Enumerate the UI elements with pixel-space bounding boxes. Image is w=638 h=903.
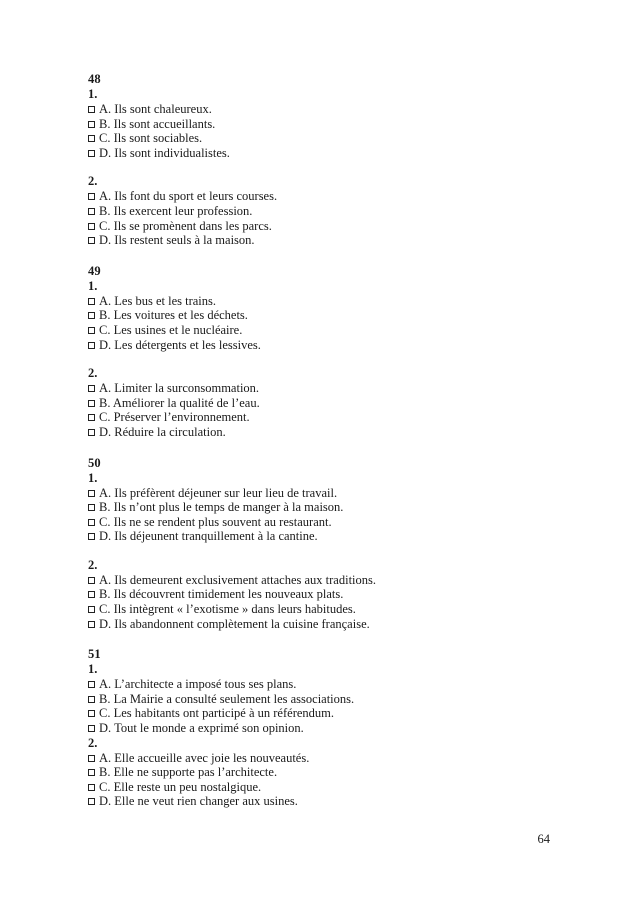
checkbox-icon[interactable]	[88, 591, 95, 598]
option-letter: B.	[99, 203, 111, 218]
question-number: 1.	[88, 470, 98, 485]
checkbox-icon[interactable]	[88, 769, 95, 776]
section-number: 48	[88, 72, 101, 86]
checkbox-icon[interactable]	[88, 414, 95, 421]
question-number: 2.	[88, 366, 98, 381]
option-letter: D.	[99, 529, 112, 544]
checkbox-icon[interactable]	[88, 606, 95, 613]
option-text: Ils intègrent « l’exotisme » dans leurs habitudes.	[113, 602, 356, 617]
option-letter: A.	[99, 572, 112, 587]
checkbox-icon[interactable]	[88, 193, 95, 200]
option-text: Ils exercent leur profession.	[113, 203, 253, 218]
option-text: Ils découvrent timidement les nouveaux plats.	[113, 587, 344, 602]
option-letter: B.	[99, 116, 111, 131]
option-text: Elle reste un peu nostalgique.	[113, 779, 262, 794]
answer-option[interactable]	[88, 308, 558, 323]
option-letter: A.	[99, 677, 112, 692]
option-text: Ils préfèrent déjeuner sur leur lieu de travail.	[114, 485, 338, 500]
option-letter: A.	[99, 102, 112, 116]
option-text: Ils n’ont plus le temps de manger à la maison.	[113, 500, 344, 515]
answer-option[interactable]	[88, 146, 558, 161]
question-block	[88, 471, 558, 544]
option-letter: D.	[99, 337, 112, 352]
option-text: Ils sont chaleureux.	[114, 102, 212, 116]
answer-option[interactable]	[88, 410, 558, 425]
option-letter: A.	[99, 750, 112, 765]
checkbox-icon[interactable]	[88, 312, 95, 319]
checkbox-icon[interactable]	[88, 385, 95, 392]
answer-option[interactable]	[88, 677, 558, 692]
option-text: Ils restent seuls à la maison.	[114, 233, 255, 248]
option-text: Elle accueille avec joie les nouveautés.	[114, 750, 310, 765]
answer-option[interactable]	[88, 219, 558, 234]
exercise-list	[88, 72, 558, 809]
option-text: Tout le monde a exprimé son opinion.	[114, 721, 304, 736]
page-number-footer: 64	[537, 832, 550, 846]
checkbox-icon[interactable]	[88, 490, 95, 497]
section-number: 49	[88, 263, 101, 278]
question-block	[88, 366, 558, 439]
question-number: 2.	[88, 557, 98, 572]
option-letter: A.	[99, 485, 112, 500]
checkbox-icon[interactable]	[88, 237, 95, 244]
checkbox-icon[interactable]	[88, 504, 95, 511]
answer-option[interactable]	[88, 602, 558, 617]
option-letter: B.	[99, 765, 111, 780]
checkbox-icon[interactable]	[88, 400, 95, 407]
option-letter: D.	[99, 424, 112, 439]
checkbox-icon[interactable]	[88, 681, 95, 688]
question-block	[88, 662, 558, 735]
answer-option[interactable]	[88, 780, 558, 795]
option-text: Améliorer la qualité de l’eau.	[112, 395, 260, 410]
checkbox-icon[interactable]	[88, 784, 95, 791]
checkbox-icon[interactable]	[88, 577, 95, 584]
option-text: Ils ne se rendent plus souvent au restaurant.	[113, 514, 332, 529]
option-letter: A.	[99, 189, 112, 204]
option-text: La Mairie a consulté seulement les associations.	[113, 691, 355, 706]
exercise-section	[88, 72, 558, 248]
answer-option[interactable]	[88, 751, 558, 766]
option-letter: D.	[99, 145, 112, 160]
exercise-section	[88, 264, 558, 440]
checkbox-icon[interactable]	[88, 106, 95, 113]
question-block	[88, 87, 558, 160]
checkbox-icon[interactable]	[88, 755, 95, 762]
question-block	[88, 558, 558, 631]
answer-option[interactable]	[88, 204, 558, 219]
answer-option[interactable]	[88, 131, 558, 146]
checkbox-icon[interactable]	[88, 429, 95, 436]
answer-option[interactable]	[88, 425, 558, 440]
checkbox-icon[interactable]	[88, 298, 95, 305]
checkbox-icon[interactable]	[88, 710, 95, 717]
answer-option[interactable]	[88, 338, 558, 353]
option-text: Ils déjeunent tranquillement à la cantine.	[114, 529, 318, 544]
checkbox-icon[interactable]	[88, 223, 95, 230]
question-block	[88, 174, 558, 247]
answer-option[interactable]	[88, 706, 558, 721]
option-text: Réduire la circulation.	[114, 424, 226, 439]
option-text: Les usines et le nucléaire.	[113, 322, 243, 337]
answer-option[interactable]	[88, 294, 558, 309]
option-letter: C.	[99, 322, 111, 337]
option-letter: C.	[99, 706, 111, 721]
option-letter: A.	[99, 293, 112, 308]
option-text: Les voitures et les déchets.	[113, 308, 248, 323]
question-number: 2.	[88, 174, 98, 189]
option-text: Elle ne veut rien changer aux usines.	[114, 794, 298, 809]
checkbox-icon[interactable]	[88, 621, 95, 628]
checkbox-icon[interactable]	[88, 725, 95, 732]
answer-option[interactable]	[88, 486, 558, 501]
option-text: Les détergents et les lessives.	[114, 337, 261, 352]
checkbox-icon[interactable]	[88, 533, 95, 540]
answer-option[interactable]	[88, 323, 558, 338]
option-letter: C.	[99, 131, 111, 146]
option-text: Ils se promènent dans les parcs.	[113, 218, 272, 233]
option-letter: C.	[99, 410, 111, 425]
question-number: 1.	[88, 87, 98, 101]
option-text: Ils font du sport et leurs courses.	[114, 189, 278, 204]
answer-option[interactable]	[88, 721, 558, 736]
checkbox-icon[interactable]	[88, 798, 95, 805]
option-text: Les bus et les trains.	[114, 293, 216, 308]
checkbox-icon[interactable]	[88, 121, 95, 128]
answer-option[interactable]	[88, 396, 558, 411]
answer-option[interactable]	[88, 500, 558, 515]
checkbox-icon[interactable]	[88, 696, 95, 703]
option-text: Elle ne supporte pas l’architecte.	[113, 765, 278, 780]
option-letter: C.	[99, 779, 111, 794]
question-number: 2.	[88, 735, 98, 750]
question-number: 1.	[88, 278, 98, 293]
checkbox-icon[interactable]	[88, 342, 95, 349]
option-letter: B.	[99, 308, 111, 323]
checkbox-icon[interactable]	[88, 208, 95, 215]
option-letter: D.	[99, 794, 112, 809]
exercise-section	[88, 456, 558, 632]
option-letter: C.	[99, 218, 111, 233]
option-text: Préserver l’environnement.	[113, 410, 250, 425]
option-text: Ils sont individualistes.	[114, 145, 230, 160]
option-letter: B.	[99, 500, 111, 515]
answer-option[interactable]	[88, 529, 558, 544]
answer-option[interactable]	[88, 102, 558, 117]
option-text: Ils sont accueillants.	[113, 116, 216, 131]
answer-option[interactable]	[88, 617, 558, 632]
option-letter: D.	[99, 616, 112, 631]
checkbox-icon[interactable]	[88, 135, 95, 142]
question-block	[88, 736, 558, 809]
option-letter: D.	[99, 233, 112, 248]
answer-option[interactable]	[88, 515, 558, 530]
checkbox-icon[interactable]	[88, 519, 95, 526]
option-letter: B.	[99, 587, 111, 602]
exercise-section	[88, 647, 558, 809]
answer-option[interactable]	[88, 587, 558, 602]
option-text: Les habitants ont participé à un référendum.	[113, 706, 334, 721]
option-letter: B.	[99, 395, 111, 410]
answer-option[interactable]	[88, 692, 558, 707]
section-number: 50	[88, 455, 101, 470]
section-number: 51	[88, 647, 101, 662]
question-number: 1.	[88, 662, 98, 677]
option-text: Ils sont sociables.	[113, 131, 203, 146]
option-text: L’architecte a imposé tous ses plans.	[114, 677, 297, 692]
option-text: Ils demeurent exclusivement attaches aux traditions.	[114, 572, 376, 587]
checkbox-icon[interactable]	[88, 327, 95, 334]
option-text: Ils abandonnent complètement la cuisine française.	[114, 616, 370, 631]
answer-option[interactable]	[88, 117, 558, 132]
option-letter: B.	[99, 691, 111, 706]
answer-option[interactable]	[88, 573, 558, 588]
question-block	[88, 279, 558, 352]
answer-option[interactable]	[88, 794, 558, 809]
option-letter: D.	[99, 721, 112, 736]
option-letter: C.	[99, 602, 111, 617]
option-letter: A.	[99, 381, 112, 396]
answer-option[interactable]	[88, 381, 558, 396]
answer-option[interactable]	[88, 189, 558, 204]
option-letter: C.	[99, 514, 111, 529]
option-text: Limiter la surconsommation.	[114, 381, 260, 396]
checkbox-icon[interactable]	[88, 150, 95, 157]
answer-option[interactable]	[88, 233, 558, 248]
answer-option[interactable]	[88, 765, 558, 780]
